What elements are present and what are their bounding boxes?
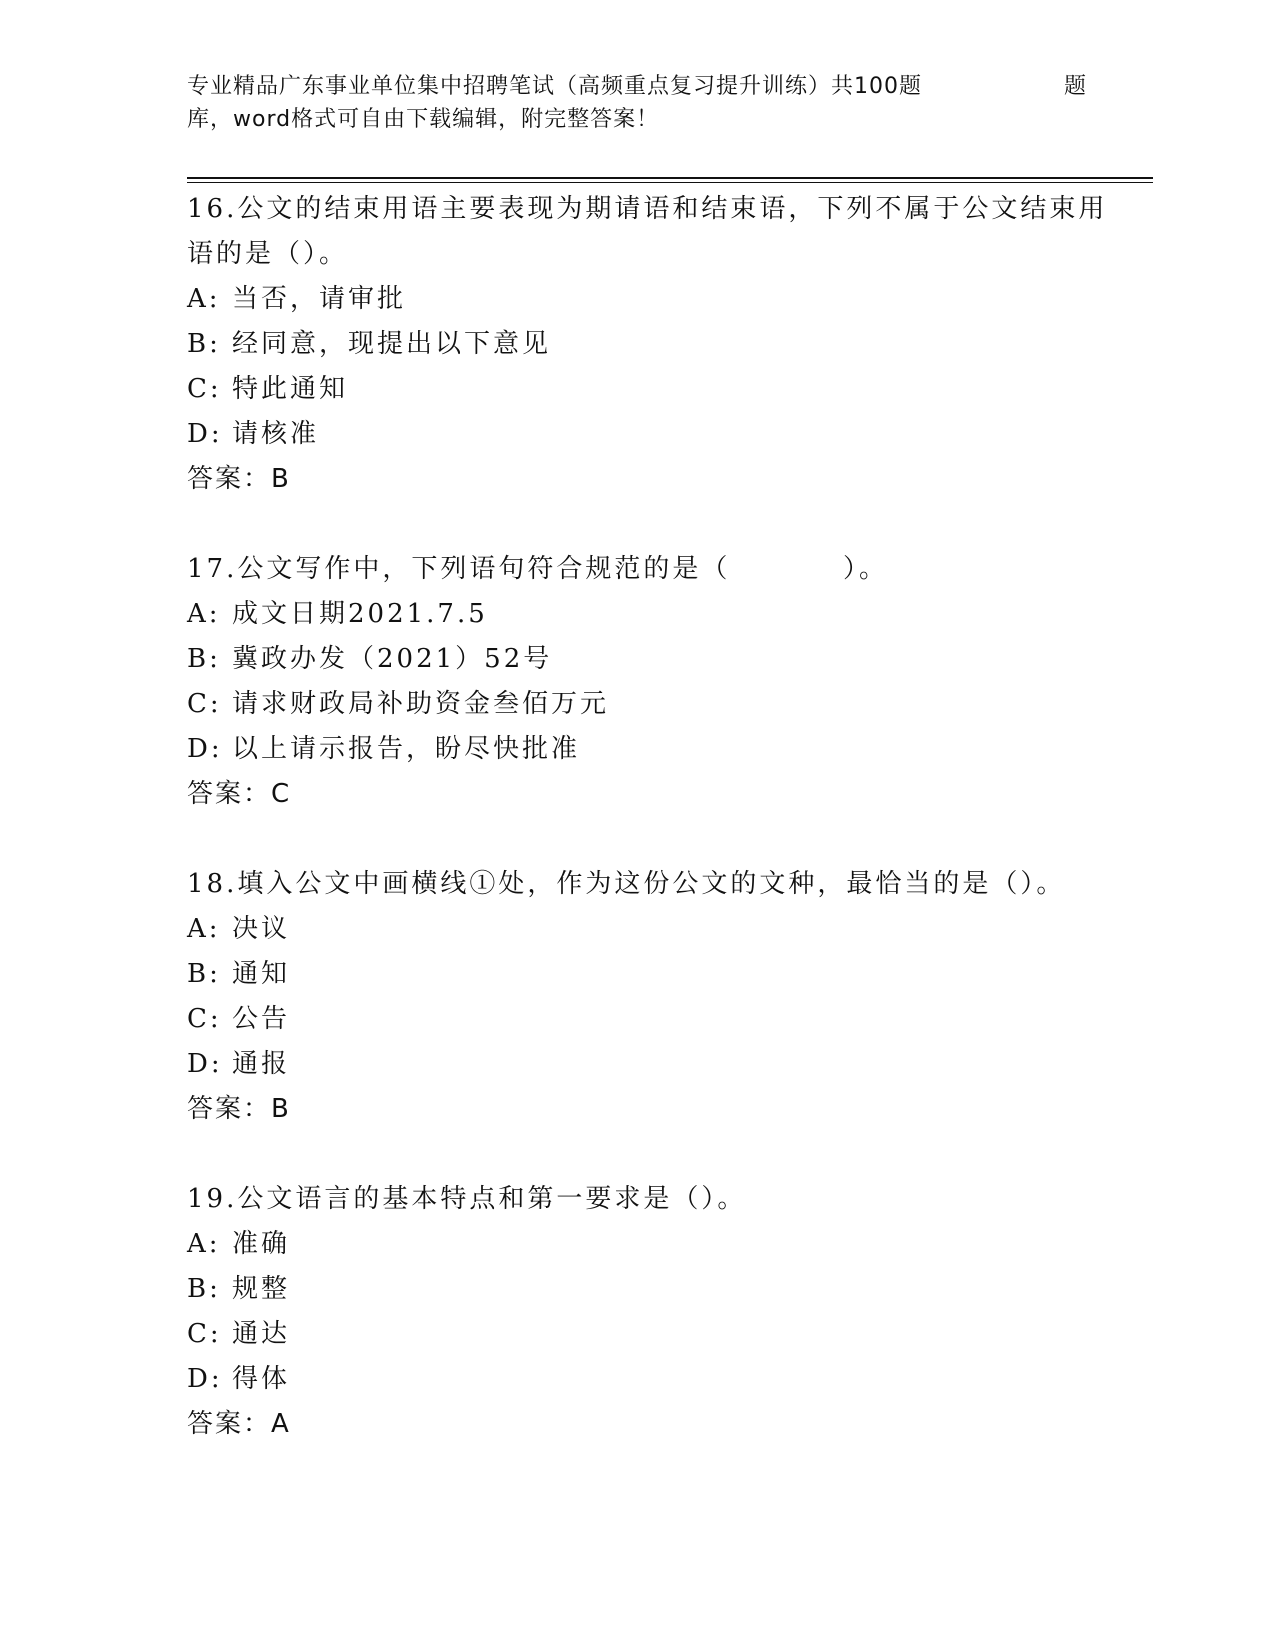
- option-text: 决议: [232, 914, 291, 944]
- option-letter: D:: [187, 419, 223, 449]
- option-b: [187, 952, 1117, 997]
- header-divider-thin: [187, 182, 1153, 183]
- option-text: 特此通知: [232, 374, 349, 404]
- option-text: 规整: [232, 1274, 291, 1304]
- question-stem: 16.公文的结束用语主要表现为期请语和结束语，下列不属于公文结束用语的是（）。: [187, 194, 1108, 269]
- option-text: 得体: [232, 1364, 291, 1394]
- option-letter: B:: [187, 329, 221, 359]
- option-letter: D:: [187, 1049, 223, 1079]
- question-stem: 19.公文语言的基本特点和第一要求是（）。: [187, 1184, 747, 1214]
- option-letter: A:: [187, 284, 221, 314]
- answer: 答案：B: [187, 464, 291, 494]
- option-letter: A:: [187, 599, 221, 629]
- answer: 答案：B: [187, 1094, 291, 1124]
- spacer: [187, 1132, 1117, 1177]
- option-a: [187, 1222, 1117, 1267]
- option-c: [187, 997, 1117, 1042]
- option-c: [187, 682, 1117, 727]
- option-text: 请求财政局补助资金叁佰万元: [232, 689, 610, 719]
- answer: 答案：C: [187, 779, 292, 809]
- option-text: 通达: [232, 1319, 291, 1349]
- option-b: [187, 637, 1117, 682]
- option-letter: C:: [187, 1004, 222, 1034]
- header-title: 专业精品广东事业单位集中招聘笔试（高频重点复习提升训练）共100题: [187, 74, 922, 99]
- option-b: [187, 1267, 1117, 1312]
- question-list: [187, 187, 1117, 1447]
- question-16: [187, 187, 1117, 502]
- option-text: 冀政办发（2021）52号: [232, 644, 553, 674]
- option-d: [187, 1042, 1117, 1087]
- option-text: 准确: [232, 1229, 291, 1259]
- option-letter: B:: [187, 959, 221, 989]
- answer: 答案：A: [187, 1409, 291, 1439]
- option-letter: B:: [187, 644, 221, 674]
- header-line-1: [187, 70, 1087, 103]
- option-text: 请核准: [232, 419, 320, 449]
- option-letter: B:: [187, 1274, 221, 1304]
- option-text: 经同意，现提出以下意见: [232, 329, 552, 359]
- question-19: [187, 1177, 1117, 1447]
- option-b: [187, 322, 1117, 367]
- option-a: [187, 907, 1117, 952]
- option-text: 通知: [232, 959, 291, 989]
- option-letter: C:: [187, 1319, 222, 1349]
- option-letter: D:: [187, 1364, 223, 1394]
- option-text: 通报: [232, 1049, 291, 1079]
- option-text: 成文日期2021.7.5: [232, 599, 488, 629]
- option-c: [187, 1312, 1117, 1357]
- option-d: [187, 412, 1117, 457]
- option-c: [187, 367, 1117, 412]
- option-text: 当否，请审批: [232, 284, 407, 314]
- header-title-end: 题: [1063, 74, 1087, 99]
- question-stem: 17.公文写作中，下列语句符合规范的是（ ）。: [187, 554, 888, 584]
- option-text: 公告: [232, 1004, 291, 1034]
- option-a: [187, 277, 1117, 322]
- spacer: [187, 817, 1117, 862]
- header-line-2: 库，word格式可自由下载编辑，附完整答案！: [187, 107, 660, 132]
- option-letter: D:: [187, 734, 223, 764]
- header-divider-thick: [187, 177, 1153, 179]
- question-18: [187, 862, 1117, 1132]
- option-text: 以上请示报告，盼尽快批准: [232, 734, 581, 764]
- option-a: [187, 592, 1117, 637]
- question-17: [187, 547, 1117, 817]
- spacer: [187, 502, 1117, 547]
- option-letter: A:: [187, 1229, 221, 1259]
- question-stem: 18.填入公文中画横线①处，作为这份公文的文种，最恰当的是（）。: [187, 869, 1066, 899]
- option-d: [187, 727, 1117, 772]
- document-header: [187, 70, 1087, 136]
- option-d: [187, 1357, 1117, 1402]
- option-letter: A:: [187, 914, 221, 944]
- option-letter: C:: [187, 689, 222, 719]
- option-letter: C:: [187, 374, 222, 404]
